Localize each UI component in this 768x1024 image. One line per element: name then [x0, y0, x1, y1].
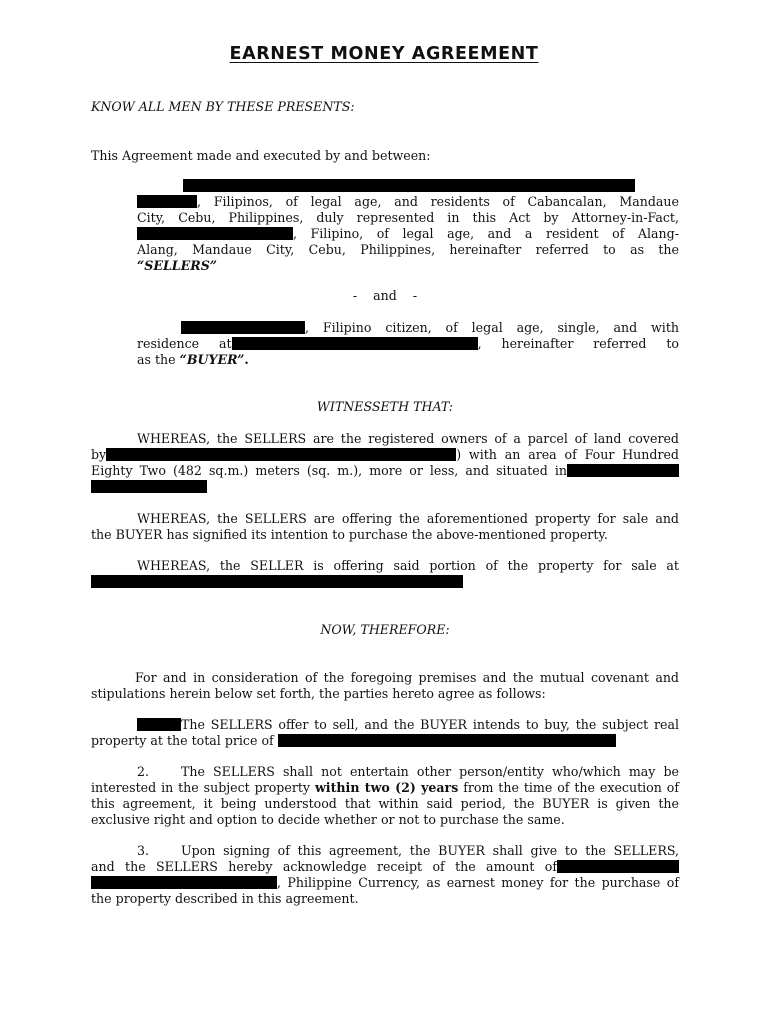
redaction-bar [137, 718, 181, 731]
clause-3: 3. Upon signing of this agreement, the BUYER shall give to the SELLERS, and the SELLERS hereby acknowledge receipt of the amount of , Philippine Currency, as earnest money for the purchase of the property described in this agreement. [91, 843, 679, 906]
whereas-paragraph-1: WHEREAS, the SELLERS are the registered owners of a parcel of land covered by ) with an area of Four Hundred Eighty Two (482 sq.m.) meters (sq. m.), more or less, and situated in [91, 431, 679, 495]
redaction-bar [278, 734, 616, 747]
document-title: EARNEST MONEY AGREEMENT [229, 44, 539, 64]
redaction-bar [183, 179, 635, 192]
redaction-bar [567, 464, 679, 477]
clause-2: 2. The SELLERS shall not entertain other person/entity who/which may be interested in the subject property within two (2) years from the time of the execution of this agreement, it being understood that within said period, the BUYER is given the exclusive right and option to decide whether or not to purchase the same. [91, 764, 679, 827]
redaction-bar [91, 876, 277, 889]
redaction-bar [137, 227, 293, 240]
intro-line: This Agreement made and executed by and between: [91, 148, 431, 163]
redaction-bar [91, 480, 207, 493]
know-all-men-line: KNOW ALL MEN BY THESE PRESENTS: [91, 99, 355, 114]
now-therefore-heading: NOW, THEREFORE: [320, 622, 450, 637]
sellers-label: “SELLERS” [137, 258, 218, 273]
redaction-bar [557, 860, 679, 873]
sellers-paragraph: , Filipinos, of legal age, and residents of Cabancalan, Mandaue City, Cebu, Philippines, duly represented in this Act by Attorney-in-Fact, , Filipino, of legal age, and a resident of Alang- Alang, Mandaue City, Cebu, Philippines, hereinafter referred to as the “SELLERS” [137, 178, 679, 274]
redaction-bar [181, 321, 305, 334]
buyer-paragraph: , Filipino citizen, of legal age, single, and with residence at , hereinafter referred to as the “BUYER”. [137, 320, 679, 367]
redaction-bar [106, 448, 456, 461]
consideration-paragraph: For and in consideration of the foregoing premises and the mutual covenant and stipulations herein below set forth, the parties hereto agree as follows: [91, 670, 679, 701]
buyer-label: “BUYER” [179, 352, 245, 367]
whereas-paragraph-2: WHEREAS, the SELLERS are offering the aforementioned property for sale and the BUYER has signified its intention to purchase the above-mentioned property. [91, 511, 679, 542]
clause-3-number: 3. [137, 843, 150, 858]
and-separator: - and - [352, 288, 418, 303]
two-years-bold: within two (2) years [314, 780, 459, 795]
redaction-bar [137, 195, 197, 208]
redaction-bar [91, 575, 463, 588]
witnesseth-heading: WITNESSETH THAT: [316, 399, 454, 414]
redaction-bar [232, 337, 478, 350]
clause-1: The SELLERS offer to sell, and the BUYER intends to buy, the subject real property at the total price of [91, 717, 679, 748]
whereas-paragraph-3: WHEREAS, the SELLER is offering said portion of the property for sale at [91, 558, 679, 590]
clause-2-number: 2. [137, 764, 150, 779]
